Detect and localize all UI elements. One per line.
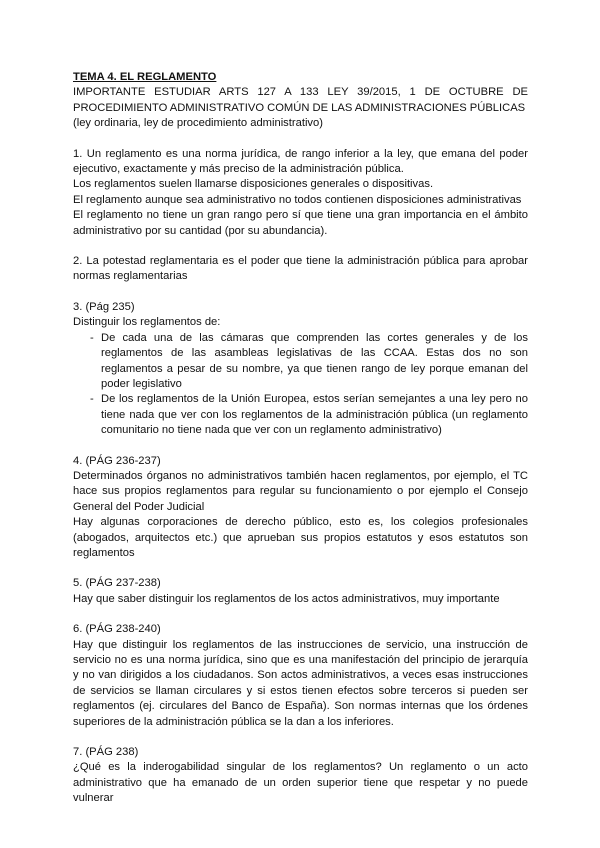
section-6-paragraph: Hay que distinguir los reglamentos de las instrucciones de servicio, una instrucción de servicio no es una norma jurídica, sino que es una manifestación del principio de jerarquía y no van dirigidos a los ciudadanos. Son actos administrativos, a veces esas instrucciones de servicios se llaman circulares y si estos tienen efectos sobre terceros si pueden ser reglamentos (ej. circulares del Banco de España). Son normas internas que los órdenes superiores de la administración pública se la dan a los inferiores. xyxy=(73,638,528,728)
list-item: - De los reglamentos de la Unión Europea, estos serían semejantes a una ley pero no tiene nada que ver con los reglamentos de la administración pública (un reglamento comunitario no tiene nada que ver con un reglamento administrativo) xyxy=(73,392,528,438)
section-1-paragraph: Los reglamentos suelen llamarse disposiciones generales o dispositivas. xyxy=(73,178,434,191)
section-7-paragraph: ¿Qué es la inderogabilidad singular de los reglamentos? Un reglamento o un acto administrativo que ha emanado de un orden superior tiene que respetar y no puede vulnerar xyxy=(73,761,528,805)
intro-note: (ley ordinaria, ley de procedimiento administrativo) xyxy=(73,117,323,130)
section-4-paragraph: Hay algunas corporaciones de derecho público, esto es, los colegios profesionales (abogados, arquitectos etc.) que aprueban sus propios estatutos y esos estatutos son reglamentos xyxy=(73,516,528,559)
section-3-paragraph: Distinguir los reglamentos de: xyxy=(73,316,221,329)
document-page xyxy=(73,70,528,807)
section-3-heading: 3. (Pág 235) xyxy=(73,300,135,313)
section-5-paragraph: Hay que saber distinguir los reglamentos de los actos administrativos, muy importante xyxy=(73,592,500,605)
section-4-heading: 4. (PÁG 236-237) xyxy=(73,454,161,467)
section-2-paragraph: 2. La potestad reglamentaria es el poder que tiene la administración pública para aprobar normas reglamentarias xyxy=(73,255,528,283)
intro-text: IMPORTANTE ESTUDIAR ARTS 127 A 133 LEY 39/2015, 1 DE OCTUBRE DE PROCEDIMIENTO ADMINISTRATIVO COMÚN DE LAS ADMINISTRACIONES PÚBLICAS xyxy=(73,86,528,114)
section-6-heading: 6. (PÁG 238-240) xyxy=(73,623,161,636)
section-5-heading: 5. (PÁG 237-238) xyxy=(73,577,161,590)
section-3-list xyxy=(73,331,528,439)
section-1-paragraph: 1. Un reglamento es una norma jurídica, de rango inferior a la ley, que emana del poder ejecutivo, exactamente y más preciso de la administración pública. xyxy=(73,147,528,176)
section-1-paragraph: El reglamento aunque sea administrativo no todos contienen disposiciones administrativas xyxy=(73,193,522,206)
section-7-heading: 7. (PÁG 238) xyxy=(73,746,139,759)
list-item: - De cada una de las cámaras que comprenden las cortes generales y de los reglamentos de las asambleas legislativas de las CCAA. Estas dos no son reglamentos a pesar de su nombre, ya que tienen rango de ley porque emanan del poder legislativo xyxy=(73,331,528,393)
document-title: TEMA 4. EL REGLAMENTO xyxy=(73,71,217,83)
section-1-paragraph: El reglamento no tiene un gran rango pero sí que tiene una gran importancia en el ámbito administrativo por su cantidad (por su abundancia). xyxy=(73,209,528,237)
section-4-paragraph: Determinados órganos no administrativos también hacen reglamentos, por ejemplo, el TC hace sus propios reglamentos para regular su funcionamiento o por ejemplo el Consejo General del Poder Judicial xyxy=(73,469,528,513)
